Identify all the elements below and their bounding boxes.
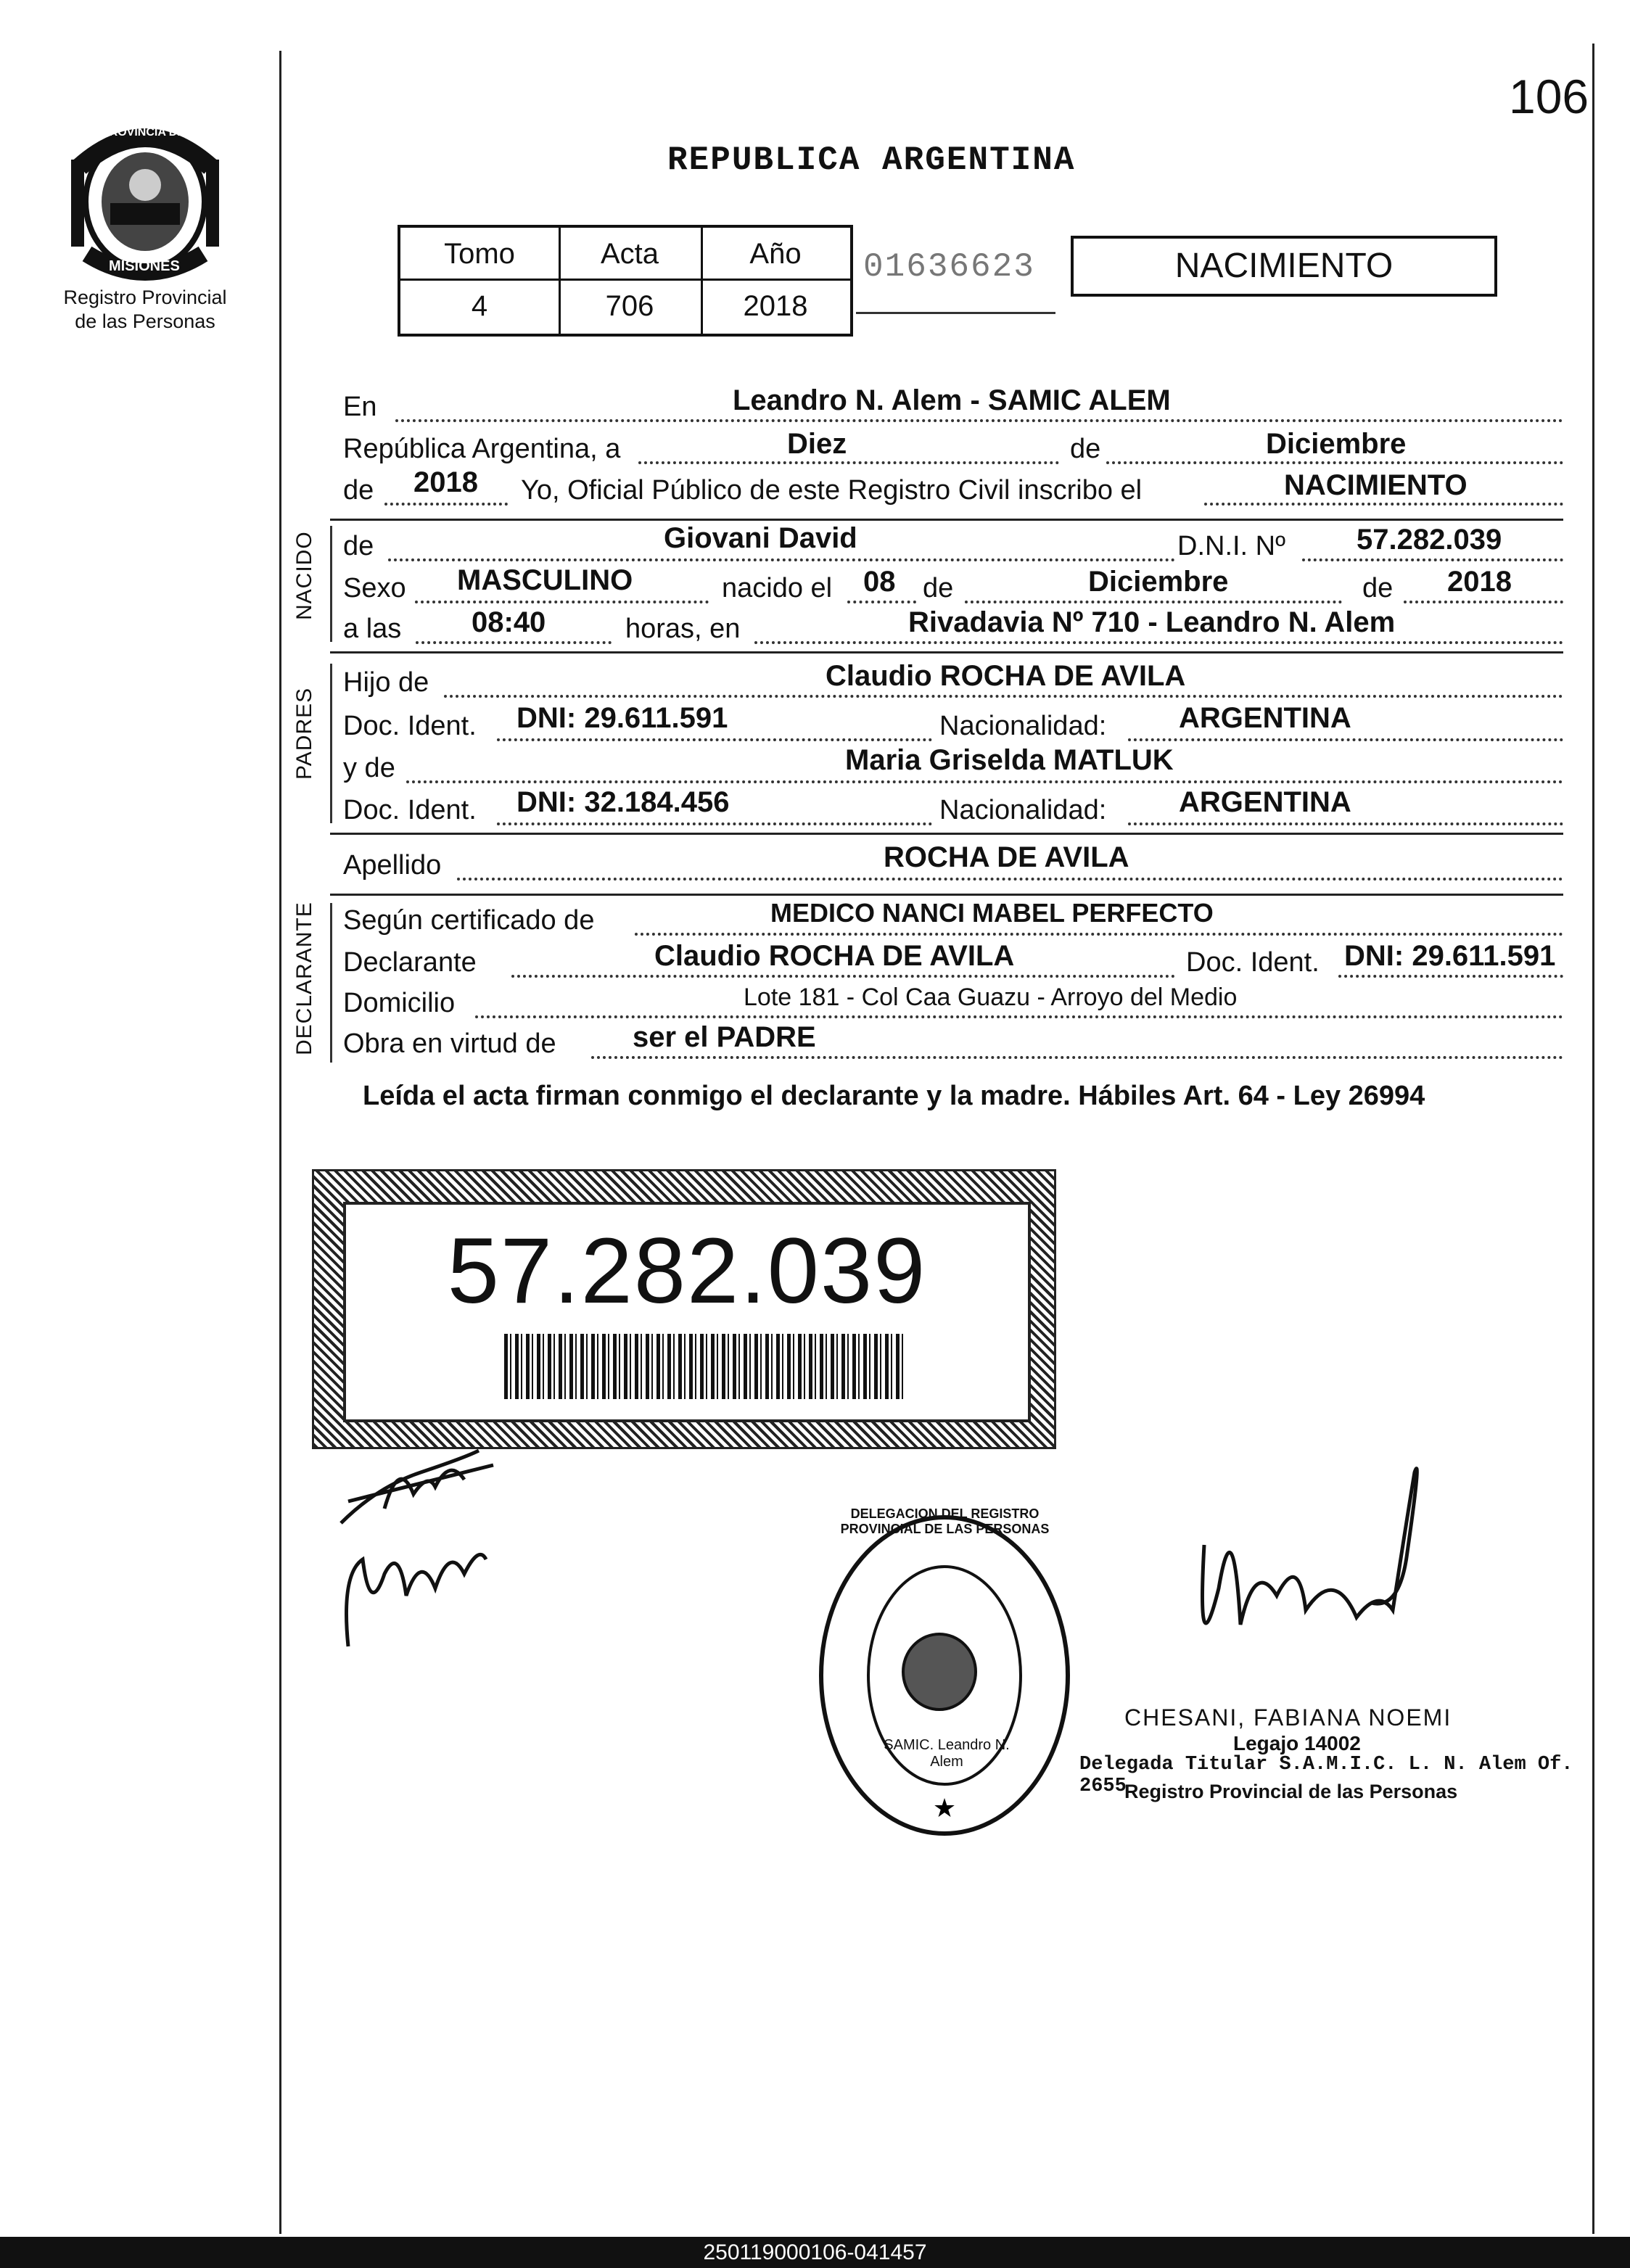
- table-header-tomo: Tomo: [444, 238, 515, 270]
- record-table: [398, 225, 853, 337]
- sexo-label: Sexo: [343, 573, 406, 603]
- horas-en-label: horas, en: [625, 614, 741, 644]
- nombre-nacido: Giovani David: [664, 522, 857, 554]
- signature-declarante: [334, 1443, 508, 1530]
- official-registro: Registro Provincial de las Personas: [1124, 1781, 1458, 1802]
- nacido-de-mes-label: de: [923, 573, 954, 603]
- logo-caption-2: de las Personas: [75, 310, 215, 332]
- mes-nacimiento: Diciembre: [1088, 566, 1229, 598]
- barcode: [504, 1334, 903, 1399]
- official-cargo: Delegada Titular S.A.M.I.C. L. N. Alem Of. 2655: [1079, 1754, 1573, 1797]
- padre-doc-label: Doc. Ident.: [343, 711, 477, 741]
- declarante-doc-label: Doc. Ident.: [1186, 947, 1320, 978]
- madre-doc-label: Doc. Ident.: [343, 795, 477, 825]
- certificado-medico: MEDICO NANCI MABEL PERFECTO: [770, 898, 1214, 928]
- official-legajo: Legajo 14002: [1233, 1732, 1361, 1754]
- signature-madre: [326, 1530, 493, 1654]
- de-label-2: de: [343, 475, 374, 506]
- nacido-de-anio-label: de: [1362, 573, 1394, 603]
- dni-sticker: [312, 1169, 1056, 1449]
- seal-icon: [816, 1512, 1074, 1839]
- signature-oficial: [1190, 1443, 1436, 1683]
- table-header-acta: Acta: [600, 238, 659, 270]
- logo-caption-1: Registro Provincial: [63, 286, 227, 308]
- section-label-declarante: DECLARANTE: [292, 902, 316, 1055]
- dni-nacido: 57.282.039: [1357, 524, 1502, 556]
- right-margin-rule: [1592, 44, 1594, 2234]
- padre-doc: DNI: 29.611.591: [516, 702, 728, 734]
- official-name: CHESANI, FABIANA NOEMI: [1124, 1704, 1452, 1731]
- domicilio-label: Domicilio: [343, 988, 456, 1018]
- declarante-doc: DNI: 29.611.591: [1344, 940, 1556, 972]
- table-value-tomo: 4: [471, 290, 488, 322]
- padre-nac-label: Nacionalidad:: [939, 711, 1107, 741]
- mes-inscripcion: Diciembre: [1266, 428, 1407, 460]
- padre-nombre: Claudio ROCHA DE AVILA: [826, 660, 1186, 692]
- dia-inscripcion: Diez: [787, 428, 847, 460]
- madre-nombre: Maria Griselda MATLUK: [845, 744, 1174, 776]
- section-label-padres: PADRES: [292, 687, 316, 780]
- padre-nacionalidad: ARGENTINA: [1179, 702, 1351, 734]
- y-de-label: y de: [343, 753, 395, 783]
- dni-sticker-number: 57.282.039: [447, 1219, 927, 1323]
- logo-arc-text: PROVINCIA DE: [102, 126, 185, 139]
- sexo-value: MASCULINO: [457, 564, 633, 596]
- a-las-label: a las: [343, 614, 402, 644]
- republica-label: República Argentina, a: [343, 434, 621, 464]
- seal-outer-text: DELEGACION DEL REGISTRO PROVINCIAL DE LAS PERSONAS: [840, 1506, 1050, 1536]
- serial-number: 01636623: [863, 248, 1035, 286]
- footer-code: 250119000106-041457: [0, 2237, 1630, 2268]
- closing-text: Leída el acta firman conmigo el declarante y la madre. Hábiles Art. 64 - Ley 26994: [363, 1081, 1425, 1111]
- inscribo-text: Yo, Oficial Público de este Registro Civil inscribo el: [521, 475, 1143, 506]
- logo-bottom-text: MISIONES: [109, 258, 180, 274]
- dni-label: D.N.I. Nº: [1177, 531, 1285, 561]
- en-label: En: [343, 392, 377, 422]
- inscribo-value: NACIMIENTO: [1284, 469, 1468, 501]
- record-type: NACIMIENTO: [1174, 247, 1394, 285]
- serial-stamp: [856, 232, 1055, 314]
- document-title: REPUBLICA ARGENTINA: [667, 141, 1076, 179]
- madre-doc: DNI: 32.184.456: [516, 786, 730, 818]
- obra-value: ser el PADRE: [633, 1021, 816, 1053]
- lugar-nacimiento: Rivadavia Nº 710 - Leandro N. Alem: [908, 606, 1396, 638]
- official-seal: [816, 1506, 1074, 1839]
- madre-nac-label: Nacionalidad:: [939, 795, 1107, 825]
- page-number: 106: [1509, 70, 1589, 123]
- apellido-value: ROCHA DE AVILA: [884, 841, 1129, 873]
- dia-nacimiento: 08: [863, 566, 896, 598]
- declarante-label: Declarante: [343, 947, 477, 978]
- domicilio-value: Lote 181 - Col Caa Guazu - Arroyo del Medio: [744, 984, 1238, 1011]
- declarante-nombre: Claudio ROCHA DE AVILA: [654, 940, 1015, 972]
- left-margin-rule: [279, 51, 281, 2234]
- obra-label: Obra en virtud de: [343, 1028, 556, 1059]
- lugar-inscripcion: Leandro N. Alem - SAMIC ALEM: [733, 384, 1171, 416]
- record-type-box: [1071, 236, 1497, 297]
- de-label-1: de: [1070, 434, 1101, 464]
- apellido-label: Apellido: [343, 850, 442, 881]
- anio-nacimiento: 2018: [1447, 566, 1512, 598]
- nacido-de-label: de: [343, 531, 374, 561]
- seal-inner-text: SAMIC. Leandro N. Alem: [884, 1737, 1010, 1770]
- anio-inscripcion: 2018: [413, 466, 478, 498]
- hora-nacimiento: 08:40: [472, 606, 546, 638]
- table-value-anio: 2018: [743, 290, 808, 322]
- table-value-acta: 706: [605, 290, 654, 322]
- section-label-nacido: NACIDO: [292, 531, 316, 620]
- nacido-el-label: nacido el: [722, 573, 833, 603]
- madre-nacionalidad: ARGENTINA: [1179, 786, 1351, 818]
- segun-label: Según certificado de: [343, 905, 595, 936]
- svg-text:★: ★: [932, 1794, 957, 1823]
- hijo-de-label: Hijo de: [343, 667, 429, 698]
- table-header-anio: Año: [749, 238, 802, 270]
- province-logo: [65, 116, 225, 283]
